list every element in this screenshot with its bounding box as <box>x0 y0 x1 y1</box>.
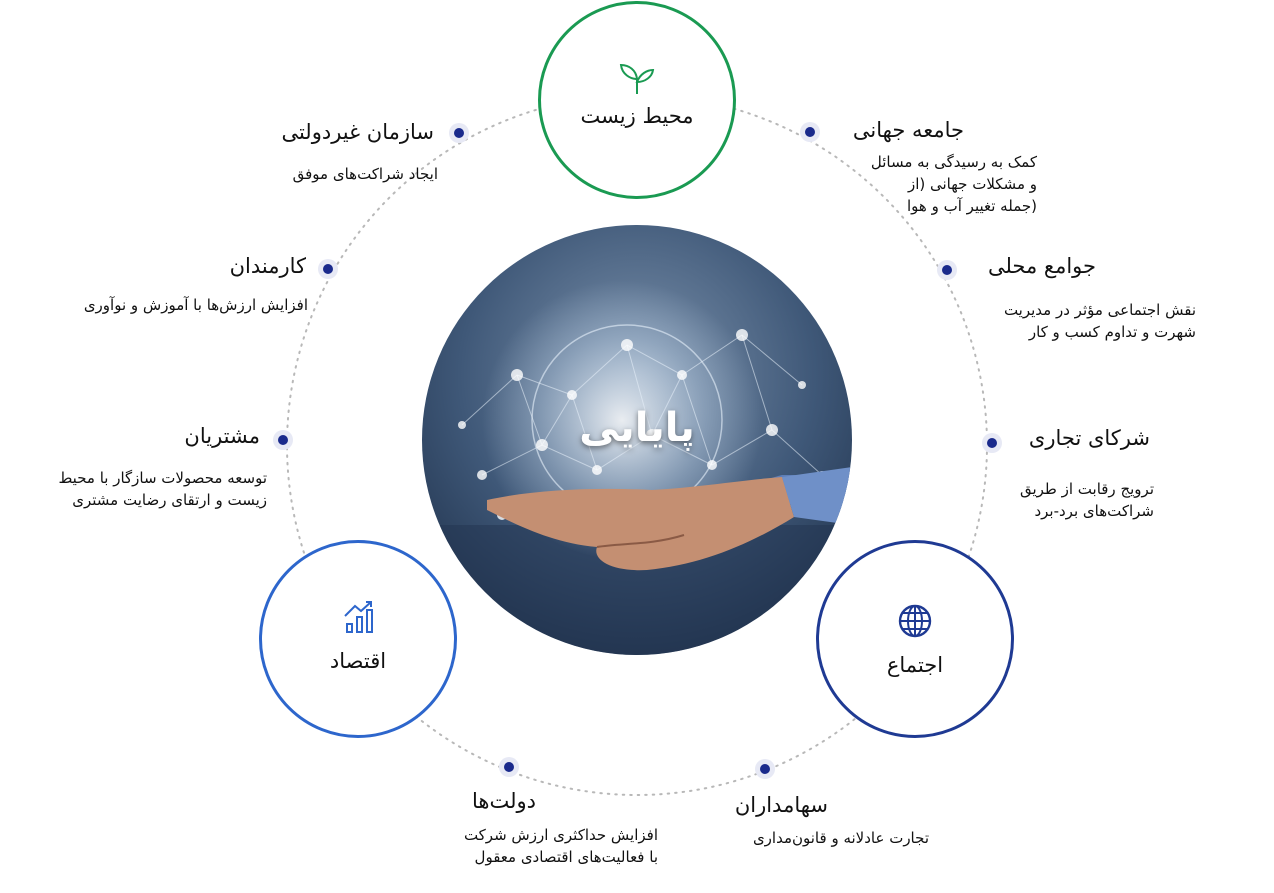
ngos-desc: ایجاد شراکت‌های موفق <box>292 165 438 183</box>
customers-bullet <box>273 430 293 450</box>
local-communities-desc-line: نقش اجتماعی مؤثر در مدیریت <box>1003 301 1196 319</box>
employees-title: کارمندان <box>229 254 306 278</box>
customers-desc-line: زیست و ارتقای رضایت مشتری <box>72 491 267 509</box>
shareholders-desc: تجارت عادلانه و قانون‌مداری <box>752 829 929 847</box>
growth-chart-icon <box>342 599 378 635</box>
society-label: اجتماع <box>886 653 944 677</box>
environment-circle <box>538 1 736 199</box>
global-community-desc-line: کمک به رسیدگی به مسائل <box>870 153 1037 171</box>
shareholders-title: سهامداران <box>734 793 828 817</box>
customers-desc <box>58 467 267 511</box>
local-communities-desc-line: شهرت و تداوم کسب و کار <box>1028 323 1196 341</box>
globe-icon <box>897 603 933 639</box>
employees-bullet <box>318 259 338 279</box>
global-community-desc-line: (جمله تغییر آب و هوا <box>907 197 1037 215</box>
governments-desc <box>464 824 658 868</box>
business-partners-desc-line: شراکت‌های برد-برد <box>1034 502 1154 520</box>
local-communities-bullet <box>937 260 957 280</box>
society-circle <box>816 540 1014 738</box>
economy-circle <box>259 540 457 738</box>
business-partners-bullet <box>982 433 1002 453</box>
customers-title: مشتریان <box>184 424 260 448</box>
business-partners-desc-line: ترویج رقابت از طریق <box>1019 480 1154 498</box>
business-partners-title: شرکای تجاری <box>1028 426 1150 450</box>
ngos-bullet <box>449 123 469 143</box>
customers-desc-line: توسعه محصولات سازگار با محیط <box>58 469 267 487</box>
sprout-icon <box>617 62 657 96</box>
environment-label: محیط زیست <box>580 104 694 128</box>
center-hand-globe-image <box>422 225 852 655</box>
global-community-desc <box>871 151 1037 217</box>
governments-desc-line: با فعالیت‌های اقتصادی معقول <box>474 848 658 866</box>
governments-title: دولت‌ها <box>472 789 536 813</box>
global-community-title: جامعه جهانی <box>852 118 964 142</box>
ngos-title: سازمان غیردولتی <box>281 120 434 144</box>
shareholders-bullet <box>755 759 775 779</box>
center-title: پایایی <box>579 405 695 451</box>
governments-desc-line: افزایش حداکثری ارزش شرکت <box>463 826 658 844</box>
business-partners-desc <box>1020 478 1154 522</box>
employees-desc: افزایش ارزش‌ها با آموزش و نوآوری <box>83 296 308 314</box>
local-communities-title: جوامع محلی <box>987 254 1096 278</box>
local-communities-desc <box>1004 299 1196 343</box>
governments-bullet <box>499 757 519 777</box>
global-community-desc-line: و مشکلات جهانی (از <box>907 175 1037 193</box>
economy-label: اقتصاد <box>329 649 387 673</box>
global-community-bullet <box>800 122 820 142</box>
